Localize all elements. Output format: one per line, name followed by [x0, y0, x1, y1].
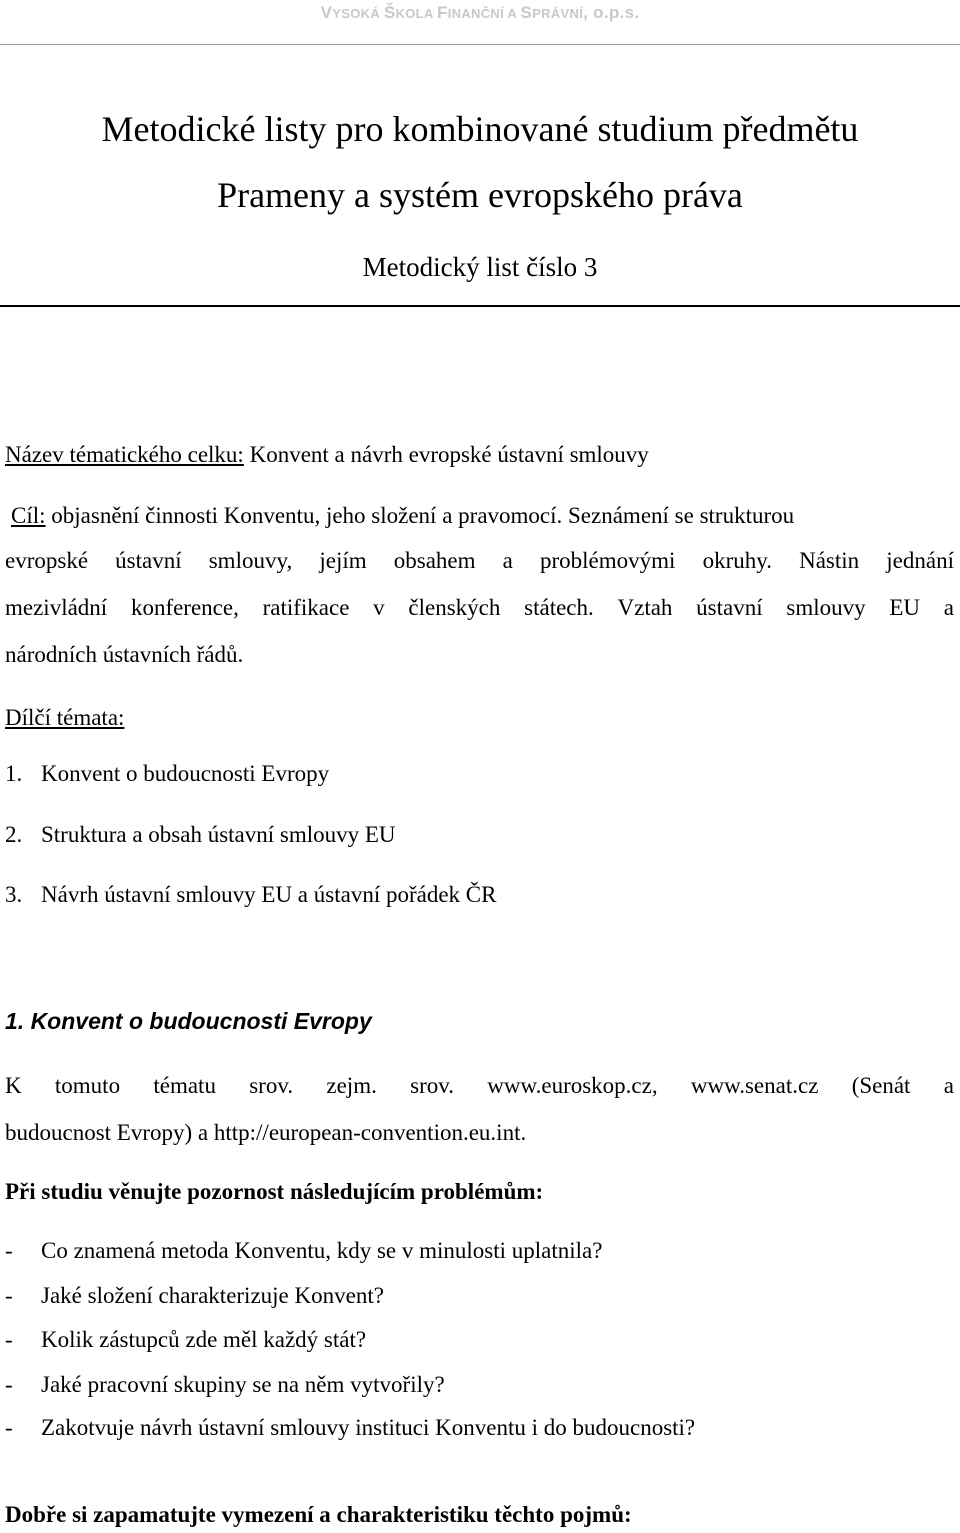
- reference-word: srov.: [410, 1073, 454, 1098]
- goal-word: státech.: [524, 595, 594, 620]
- reference-word: www.senat.cz: [690, 1073, 819, 1098]
- document-title: Metodické listy pro kombinované studium předmětu: [101, 109, 859, 149]
- goal-word: konference,: [130, 595, 239, 620]
- goal-word: jednání: [886, 548, 954, 573]
- goal-word: a: [502, 548, 513, 573]
- section-heading: 1. Konvent o budoucnosti Evropy: [5, 1008, 372, 1034]
- subtopic-text: Konvent o budoucnosti Evropy: [41, 761, 330, 786]
- sheet-number: Metodický list číslo 3: [362, 252, 598, 282]
- goal-line-4: národních ústavních řádů.: [5, 642, 244, 667]
- attention-heading: Při studiu věnujte pozornost následujícím problémům:: [5, 1179, 544, 1204]
- reference-line-2: budoucnost Evropy) a http://european-convention.eu.int.: [5, 1120, 527, 1145]
- question-item: [5, 1415, 695, 1441]
- goal-text-1: objasnění činnosti Konventu, jeho složení a pravomocí. Seznámení se strukturou: [45, 503, 795, 528]
- question-text: Jaké pracovní skupiny se na něm vytvořily?: [41, 1372, 445, 1397]
- question-item: [5, 1327, 366, 1353]
- topic-line: [5, 442, 649, 468]
- dash-bullet: -: [5, 1415, 13, 1440]
- goal-word: smlouvy: [786, 595, 866, 620]
- subtopic-item: [5, 761, 329, 787]
- goal-line-3: [5, 595, 954, 621]
- goal-word: EU: [889, 595, 921, 620]
- subtopic-text: Návrh ústavní smlouvy EU a ústavní pořádek ČR: [41, 882, 497, 907]
- question-text: Co znamená metoda Konventu, kdy se v minulosti uplatnila?: [41, 1238, 603, 1263]
- subtopic-number: 2.: [5, 822, 23, 847]
- reference-word: (Senát: [851, 1073, 911, 1098]
- goal-word: ústavní: [115, 548, 182, 573]
- dash-bullet: -: [5, 1283, 13, 1308]
- question-text: Zakotvuje návrh ústavní smlouvy instituci Konventu i do budoucnosti?: [41, 1415, 696, 1440]
- goal-word: obsahem: [393, 548, 476, 573]
- reference-word: a: [943, 1073, 954, 1098]
- reference-line-1: [5, 1073, 954, 1099]
- goal-line-1: [11, 503, 794, 529]
- goal-label: Cíl:: [11, 503, 46, 528]
- reference-word: tomuto: [54, 1073, 121, 1098]
- goal-word: evropské: [5, 548, 89, 573]
- reference-word: www.euroskop.cz,: [487, 1073, 658, 1098]
- reference-word: K: [5, 1073, 22, 1098]
- reference-word: srov.: [249, 1073, 294, 1098]
- question-item: [5, 1283, 384, 1309]
- subtopic-number: 1.: [5, 761, 23, 786]
- goal-word: v: [373, 595, 385, 620]
- goal-word: ratifikace: [262, 595, 350, 620]
- goal-line-2: [5, 548, 954, 574]
- question-item: [5, 1238, 602, 1264]
- remember-heading: Dobře si zapamatujte vymezení a charakteristiku těchto pojmů:: [5, 1502, 632, 1527]
- title-rule: [0, 305, 960, 307]
- reference-word: zejm.: [326, 1073, 377, 1098]
- goal-word: Vztah: [617, 595, 673, 620]
- subtopic-number: 3.: [5, 882, 23, 907]
- question-item: [5, 1372, 445, 1398]
- course-title: Prameny a systém evropského práva: [217, 175, 743, 215]
- goal-word: a: [943, 595, 954, 620]
- subtopic-text: Struktura a obsah ústavní smlouvy EU: [41, 822, 396, 847]
- header-rule: [0, 44, 960, 45]
- goal-word: členských: [408, 595, 501, 620]
- reference-word: tématu: [153, 1073, 216, 1098]
- subtopic-item: [5, 882, 496, 908]
- dash-bullet: -: [5, 1327, 13, 1352]
- subtopic-item: [5, 822, 396, 848]
- goal-word: smlouvy,: [208, 548, 293, 573]
- topic-value: Konvent a návrh evropské ústavní smlouvy: [243, 442, 649, 467]
- page-header: VYSOKÁ ŠKOLA FINANČNÍ A SPRÁVNÍ, o.p.s.: [320, 3, 640, 22]
- goal-word: jejím: [319, 548, 367, 573]
- goal-word: problémovými: [540, 548, 676, 573]
- goal-word: ústavní: [696, 595, 763, 620]
- topic-label: Název tématického celku:: [5, 442, 244, 467]
- dash-bullet: -: [5, 1238, 13, 1263]
- goal-word: mezivládní: [5, 595, 108, 620]
- question-text: Jaké složení charakterizuje Konvent?: [41, 1283, 384, 1308]
- subtopics-heading: Dílčí témata:: [5, 705, 125, 730]
- dash-bullet: -: [5, 1372, 13, 1397]
- question-text: Kolik zástupců zde měl každý stát?: [41, 1327, 367, 1352]
- goal-word: Nástin: [799, 548, 860, 573]
- goal-word: okruhy.: [702, 548, 772, 573]
